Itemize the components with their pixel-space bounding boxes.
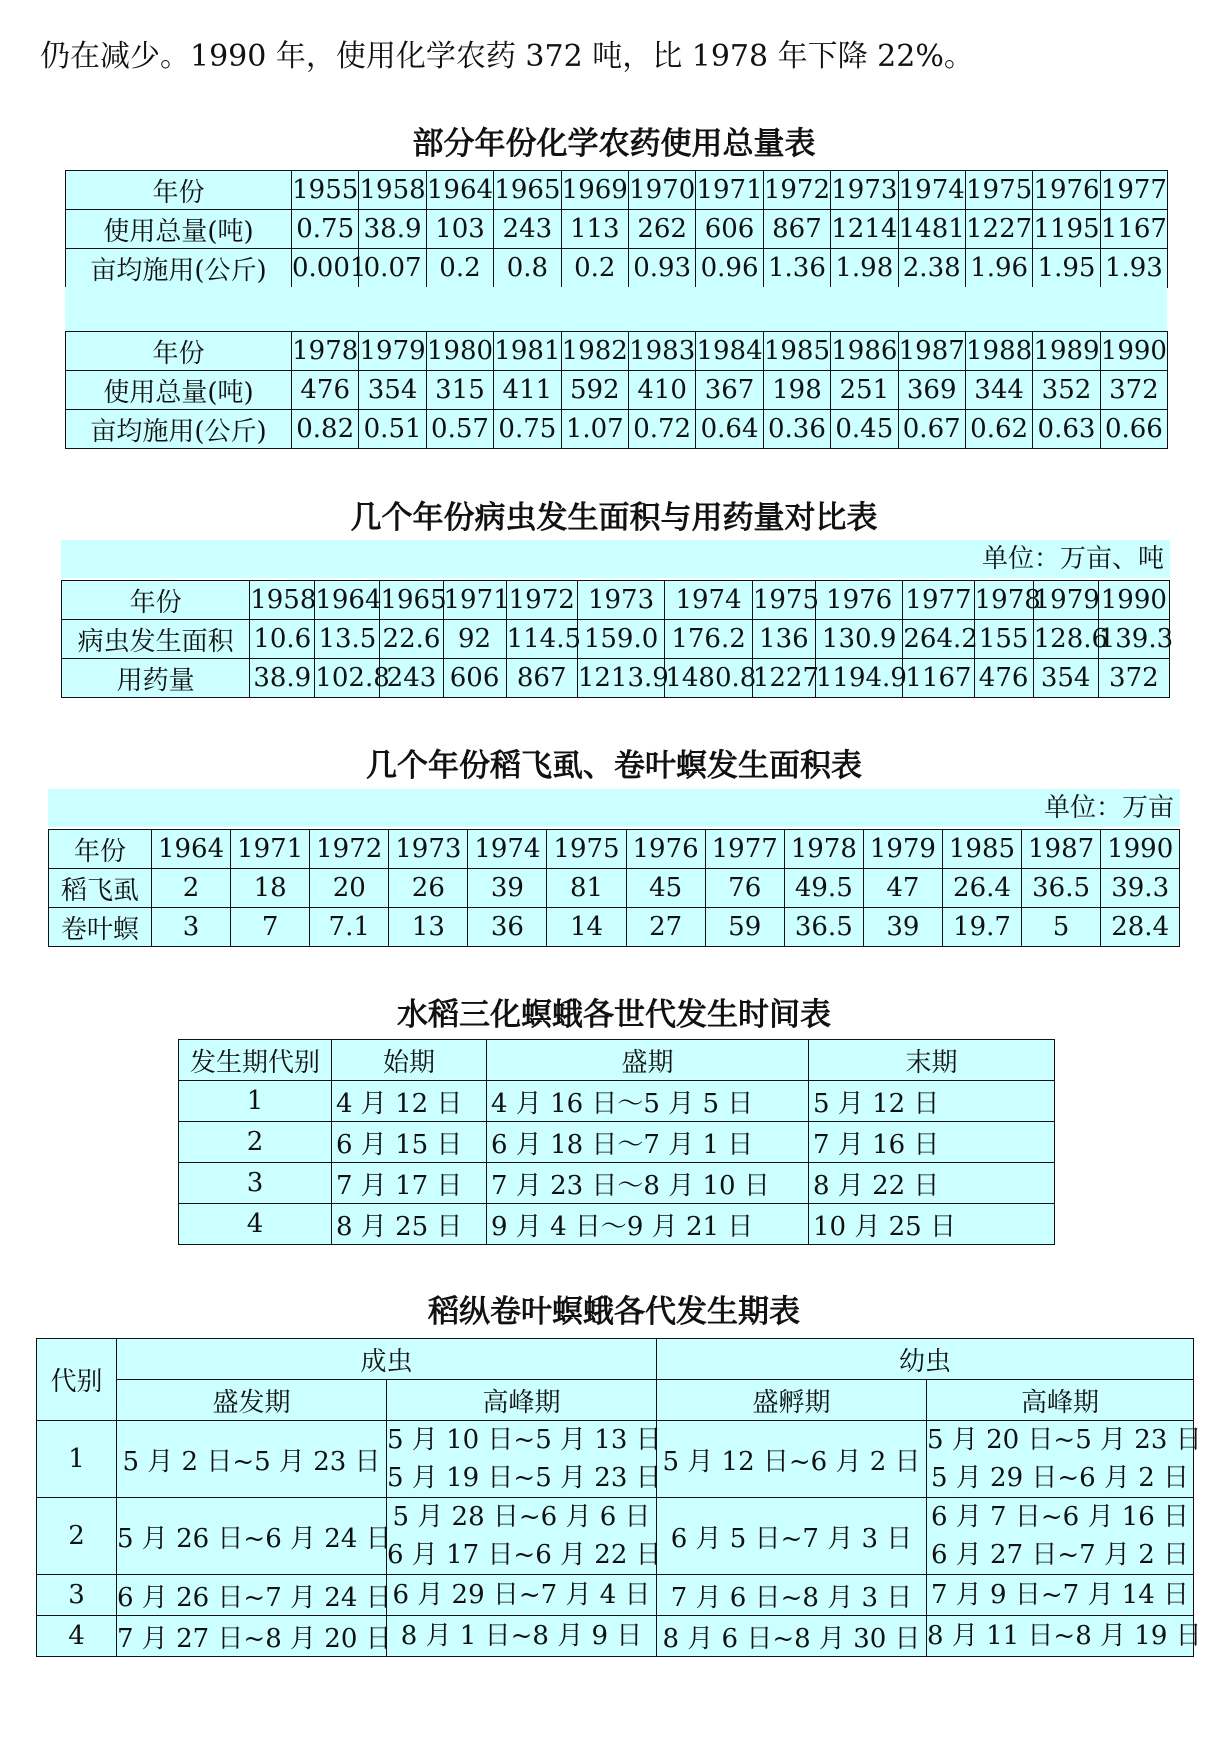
column-header: 末期: [809, 1040, 1055, 1081]
table-cell: 128.6: [1033, 620, 1098, 659]
table-cell: 0.62: [965, 410, 1032, 449]
table-cell: 36.5: [784, 908, 863, 947]
column-header: 始期: [332, 1040, 487, 1081]
table-cell: 59: [705, 908, 784, 947]
header-row: [37, 1380, 1194, 1421]
row-header: 卷叶螟: [49, 908, 152, 947]
table-cell: 1: [179, 1081, 332, 1122]
table-cell: 1971: [443, 581, 506, 620]
header-row: [179, 1040, 1055, 1081]
table-cell: 10 月 25 日: [809, 1204, 1055, 1245]
generation-cell: 2: [37, 1498, 117, 1575]
date-line: 6 月 17 日~6 月 22 日: [387, 1540, 662, 1570]
larva-hatch-cell: 5 月 12 日~6 月 2 日: [657, 1421, 927, 1498]
table5-title: 稻纵卷叶螟蛾各代发生期表: [428, 1294, 800, 1330]
table-cell: 592: [561, 371, 628, 410]
table-cell: 1965: [380, 581, 443, 620]
table-cell: 1973: [577, 581, 665, 620]
table-row: [62, 581, 1170, 620]
table-cell: 1958: [359, 171, 426, 210]
table-cell: 7 月 17 日: [332, 1163, 487, 1204]
larva-hatch-cell: 8 月 6 日~8 月 30 日: [657, 1616, 927, 1657]
table-cell: 26: [389, 869, 468, 908]
row-header: 病虫发生面积: [62, 620, 250, 659]
table-cell: 176.2: [665, 620, 753, 659]
larva-header: 幼虫: [657, 1339, 1194, 1380]
table-cell: 3: [179, 1163, 332, 1204]
table-cell: 8 月 25 日: [332, 1204, 487, 1245]
table-cell: 39.3: [1101, 869, 1180, 908]
table-row: [62, 659, 1170, 698]
larva-peak-cell: [927, 1575, 1194, 1616]
table-cell: 1990: [1101, 830, 1180, 869]
table-cell: 139.3: [1098, 620, 1169, 659]
table-cell: 136: [752, 620, 815, 659]
table-cell: 1983: [628, 332, 695, 371]
table-cell: 1977: [903, 581, 974, 620]
sub-header: 高峰期: [927, 1380, 1194, 1421]
table3-title: 几个年份稻飞虱、卷叶螟发生面积表: [366, 748, 862, 784]
table-cell: 352: [1033, 371, 1100, 410]
table-cell: 7: [231, 908, 310, 947]
table-cell: 0.67: [898, 410, 965, 449]
table-cell: 1.98: [831, 249, 898, 288]
table-cell: 315: [426, 371, 493, 410]
date-line: 8 月 1 日~8 月 9 日: [400, 1621, 643, 1651]
table-cell: 354: [359, 371, 426, 410]
table-cell: 1971: [696, 171, 763, 210]
table1-title: 部分年份化学农药使用总量表: [412, 126, 816, 162]
table-cell: 1981: [494, 332, 561, 371]
table-cell: 1984: [696, 332, 763, 371]
table-cell: 1971: [231, 830, 310, 869]
table-cell: 1167: [1100, 210, 1167, 249]
table-cell: 1227: [965, 210, 1032, 249]
table-row: [179, 1163, 1055, 1204]
date-line: 5 月 28 日~6 月 6 日: [392, 1502, 651, 1532]
table-cell: 5 月 12 日: [809, 1081, 1055, 1122]
table-cell: 114.5: [506, 620, 577, 659]
table-cell: 1974: [468, 830, 547, 869]
table-cell: 130.9: [815, 620, 903, 659]
table-cell: 39: [468, 869, 547, 908]
table-cell: 0.66: [1100, 410, 1167, 449]
date-line: 5 月 20 日~5 月 23 日: [927, 1425, 1202, 1455]
table-cell: 1977: [1100, 171, 1167, 210]
table-cell: 243: [380, 659, 443, 698]
table-cell: 4 月 12 日: [332, 1081, 487, 1122]
table-cell: 1167: [903, 659, 974, 698]
table-cell: 867: [763, 210, 830, 249]
table-cell: 0.8: [494, 249, 561, 288]
table-cell: 1975: [547, 830, 626, 869]
table-cell: 1985: [763, 332, 830, 371]
table-cell: 10.6: [250, 620, 315, 659]
pesticide-total-table-b: [65, 331, 1168, 449]
table-cell: 0.96: [696, 249, 763, 288]
header-row: [37, 1339, 1194, 1380]
table-cell: 1987: [898, 332, 965, 371]
table-cell: 1973: [389, 830, 468, 869]
table-cell: 476: [292, 371, 359, 410]
pesticide-total-table-a: [65, 170, 1168, 288]
table-cell: 1964: [152, 830, 231, 869]
pest-area-dose-table: [61, 580, 1174, 698]
table-cell: 0.75: [494, 410, 561, 449]
table-cell: 1964: [315, 581, 380, 620]
table-cell: 1.36: [763, 249, 830, 288]
adult-peak-cell: [387, 1421, 662, 1498]
table-cell: 369: [898, 371, 965, 410]
table-cell: 38.9: [250, 659, 315, 698]
date-line: 5 月 10 日~5 月 13 日: [387, 1425, 662, 1455]
generation-cell: 4: [37, 1616, 117, 1657]
table-row: [179, 1081, 1055, 1122]
table-cell: 410: [628, 371, 695, 410]
adult-peak-period-cell: 7 月 27 日~8 月 20 日: [117, 1616, 387, 1657]
table-cell: 1990: [1100, 332, 1167, 371]
table-cell: 1227: [752, 659, 815, 698]
table-cell: 76: [705, 869, 784, 908]
table1-spacer-band: [65, 287, 1167, 331]
table-row: [37, 1498, 1194, 1575]
table-cell: 39: [863, 908, 942, 947]
table-cell: 1988: [965, 332, 1032, 371]
table-row: [66, 371, 1168, 410]
date-line: 5 月 29 日~6 月 2 日: [930, 1463, 1190, 1493]
table-cell: 1982: [561, 332, 628, 371]
table-cell: 264.2: [903, 620, 974, 659]
table-row: [179, 1204, 1055, 1245]
table-cell: 867: [506, 659, 577, 698]
table-cell: 1.07: [561, 410, 628, 449]
table-cell: 19.7: [942, 908, 1021, 947]
table-cell: 2: [152, 869, 231, 908]
table-cell: 1978: [784, 830, 863, 869]
table-cell: 1986: [831, 332, 898, 371]
table-cell: 18: [231, 869, 310, 908]
table-cell: 0.72: [628, 410, 695, 449]
table-cell: 1990: [1098, 581, 1169, 620]
table-row: [49, 908, 1180, 947]
table-row: [179, 1122, 1055, 1163]
generation-cell: 3: [37, 1575, 117, 1616]
table-row: [37, 1421, 1194, 1498]
table-cell: 372: [1100, 371, 1167, 410]
table-cell: 1980: [426, 332, 493, 371]
table-cell: 7.1: [310, 908, 389, 947]
table-cell: 262: [628, 210, 695, 249]
table-cell: 1976: [815, 581, 903, 620]
row-header: 年份: [62, 581, 250, 620]
adult-peak-period-cell: 5 月 2 日~5 月 23 日: [117, 1421, 387, 1498]
table-cell: 1.93: [1100, 249, 1167, 288]
table-cell: 1970: [628, 171, 695, 210]
table-cell: 36.5: [1022, 869, 1101, 908]
table-cell: 0.75: [292, 210, 359, 249]
table-cell: 1976: [626, 830, 705, 869]
table-cell: 1978: [974, 581, 1033, 620]
planthopper-leafroller-table: [48, 829, 1180, 947]
table-cell: 367: [696, 371, 763, 410]
table-cell: 4: [179, 1204, 332, 1245]
table-cell: 0.93: [628, 249, 695, 288]
table2-unit: 单位：万亩、吨: [61, 540, 1170, 578]
table-cell: 1985: [942, 830, 1021, 869]
generation-header: 代别: [37, 1339, 117, 1421]
table-cell: 198: [763, 371, 830, 410]
table-cell: 22.6: [380, 620, 443, 659]
table-cell: 344: [965, 371, 1032, 410]
larva-peak-cell: [927, 1616, 1202, 1657]
table-cell: 45: [626, 869, 705, 908]
table-cell: 476: [974, 659, 1033, 698]
table-cell: 81: [547, 869, 626, 908]
larva-hatch-cell: 7 月 6 日~8 月 3 日: [657, 1575, 927, 1616]
table-row: [37, 1575, 1194, 1616]
table-row: [62, 620, 1170, 659]
table-cell: 113: [561, 210, 628, 249]
table-cell: 9 月 4 日～9 月 21 日: [487, 1204, 809, 1245]
adult-header: 成虫: [117, 1339, 657, 1380]
adult-peak-cell: [387, 1616, 657, 1657]
table-cell: 13.5: [315, 620, 380, 659]
table-cell: 354: [1033, 659, 1098, 698]
row-header: 年份: [49, 830, 152, 869]
table-cell: 27: [626, 908, 705, 947]
column-header: 盛期: [487, 1040, 809, 1081]
table-row: [66, 249, 1168, 288]
table-cell: 7 月 23 日～8 月 10 日: [487, 1163, 809, 1204]
table-cell: 1965: [494, 171, 561, 210]
table-cell: 0.36: [763, 410, 830, 449]
table-cell: 606: [443, 659, 506, 698]
table-cell: 1195: [1033, 210, 1100, 249]
table-cell: 47: [863, 869, 942, 908]
table-cell: 606: [696, 210, 763, 249]
table-row: [49, 869, 1180, 908]
sub-header: 盛发期: [117, 1380, 387, 1421]
table-cell: 4 月 16 日～5 月 5 日: [487, 1081, 809, 1122]
table-cell: 1964: [426, 171, 493, 210]
table-cell: 36: [468, 908, 547, 947]
table-cell: 1213.9: [577, 659, 665, 698]
table-cell: 155: [974, 620, 1033, 659]
table-row: [37, 1616, 1194, 1657]
table-cell: 7 月 16 日: [809, 1122, 1055, 1163]
row-header: 亩均施用(公斤): [66, 249, 292, 288]
table-cell: 0.2: [561, 249, 628, 288]
table-cell: 159.0: [577, 620, 665, 659]
larva-hatch-cell: 6 月 5 日~7 月 3 日: [657, 1498, 927, 1575]
table-cell: 6 月 18 日～7 月 1 日: [487, 1122, 809, 1163]
table-cell: 2: [179, 1122, 332, 1163]
date-line: 6 月 7 日~6 月 16 日: [930, 1502, 1190, 1532]
row-header: 亩均施用(公斤): [66, 410, 292, 449]
table-cell: 1977: [705, 830, 784, 869]
table4-title: 水稻三化螟蛾各世代发生时间表: [397, 997, 831, 1033]
table-cell: 1972: [310, 830, 389, 869]
table-cell: 1987: [1022, 830, 1101, 869]
date-line: 6 月 27 日~7 月 2 日: [930, 1540, 1190, 1570]
row-header: 使用总量(吨): [66, 371, 292, 410]
adult-peak-cell: [387, 1575, 657, 1616]
column-header: 发生期代别: [179, 1040, 332, 1081]
table-row: [66, 410, 1168, 449]
table-row: [66, 332, 1168, 371]
table-cell: 1979: [863, 830, 942, 869]
table-cell: 26.4: [942, 869, 1021, 908]
row-header: 年份: [66, 171, 292, 210]
table3-unit: 单位：万亩: [48, 789, 1180, 827]
table-cell: 1194.9: [815, 659, 903, 698]
table-cell: 1975: [965, 171, 1032, 210]
table-cell: 0.82: [292, 410, 359, 449]
table-cell: 49.5: [784, 869, 863, 908]
table-cell: 28.4: [1101, 908, 1180, 947]
table-cell: 1975: [752, 581, 815, 620]
table-cell: 1974: [665, 581, 753, 620]
table-cell: 1.96: [965, 249, 1032, 288]
table-cell: 1969: [561, 171, 628, 210]
table-cell: 3: [152, 908, 231, 947]
table-cell: 1973: [831, 171, 898, 210]
adult-peak-period-cell: 6 月 26 日~7 月 24 日: [117, 1575, 387, 1616]
table-cell: 243: [494, 210, 561, 249]
sub-header: 盛孵期: [657, 1380, 927, 1421]
table-cell: 0.63: [1033, 410, 1100, 449]
table-cell: 0.2: [426, 249, 493, 288]
row-header: 年份: [66, 332, 292, 371]
table-cell: 1214: [831, 210, 898, 249]
table-cell: 1955: [292, 171, 359, 210]
larva-peak-cell: [927, 1421, 1202, 1498]
table-cell: 1979: [359, 332, 426, 371]
table-cell: 2.38: [898, 249, 965, 288]
table-cell: 5: [1022, 908, 1101, 947]
adult-peak-period-cell: 5 月 26 日~6 月 24 日: [117, 1498, 387, 1575]
table-cell: 1.95: [1033, 249, 1100, 288]
table-cell: 0.07: [359, 249, 426, 288]
table-cell: 102.8: [315, 659, 380, 698]
adult-peak-cell: [387, 1498, 662, 1575]
table-cell: 103: [426, 210, 493, 249]
table-cell: 14: [547, 908, 626, 947]
generation-cell: 1: [37, 1421, 117, 1498]
date-line: 5 月 19 日~5 月 23 日: [387, 1463, 662, 1493]
table-cell: 0.45: [831, 410, 898, 449]
table-row: [49, 830, 1180, 869]
date-line: 6 月 29 日~7 月 4 日: [392, 1580, 651, 1610]
row-header: 用药量: [62, 659, 250, 698]
date-line: 7 月 9 日~7 月 14 日: [930, 1580, 1190, 1610]
table-cell: 0.57: [426, 410, 493, 449]
table-cell: 6 月 15 日: [332, 1122, 487, 1163]
table2-title: 几个年份病虫发生面积与用药量对比表: [350, 500, 878, 536]
larva-peak-cell: [927, 1498, 1194, 1575]
sub-header: 高峰期: [387, 1380, 657, 1421]
stem-borer-table: [178, 1039, 1055, 1245]
table-cell: 38.9: [359, 210, 426, 249]
table-cell: 8 月 22 日: [809, 1163, 1055, 1204]
table-cell: 0.001: [292, 249, 359, 288]
table-cell: 1481: [898, 210, 965, 249]
table-cell: 1480.8: [665, 659, 753, 698]
table-cell: 1976: [1033, 171, 1100, 210]
table-cell: 0.64: [696, 410, 763, 449]
table-cell: 1979: [1033, 581, 1098, 620]
table-row: [66, 171, 1168, 210]
table-row: [66, 210, 1168, 249]
table-cell: 411: [494, 371, 561, 410]
leaf-folder-table: [36, 1338, 1202, 1657]
intro-paragraph: 仍在减少。1990 年，使用化学农药 372 吨，比 1978 年下降 22%。: [40, 39, 974, 74]
row-header: 稻飞虱: [49, 869, 152, 908]
row-header: 使用总量(吨): [66, 210, 292, 249]
table-cell: 1972: [763, 171, 830, 210]
table-cell: 372: [1098, 659, 1169, 698]
table-cell: 92: [443, 620, 506, 659]
date-line: 8 月 11 日~8 月 19 日: [927, 1621, 1202, 1651]
table-cell: 1978: [292, 332, 359, 371]
table-cell: 0.51: [359, 410, 426, 449]
table-cell: 251: [831, 371, 898, 410]
table-cell: 1974: [898, 171, 965, 210]
table-cell: 13: [389, 908, 468, 947]
table-cell: 1972: [506, 581, 577, 620]
table-cell: 20: [310, 869, 389, 908]
table-cell: 1958: [250, 581, 315, 620]
table-cell: 1989: [1033, 332, 1100, 371]
